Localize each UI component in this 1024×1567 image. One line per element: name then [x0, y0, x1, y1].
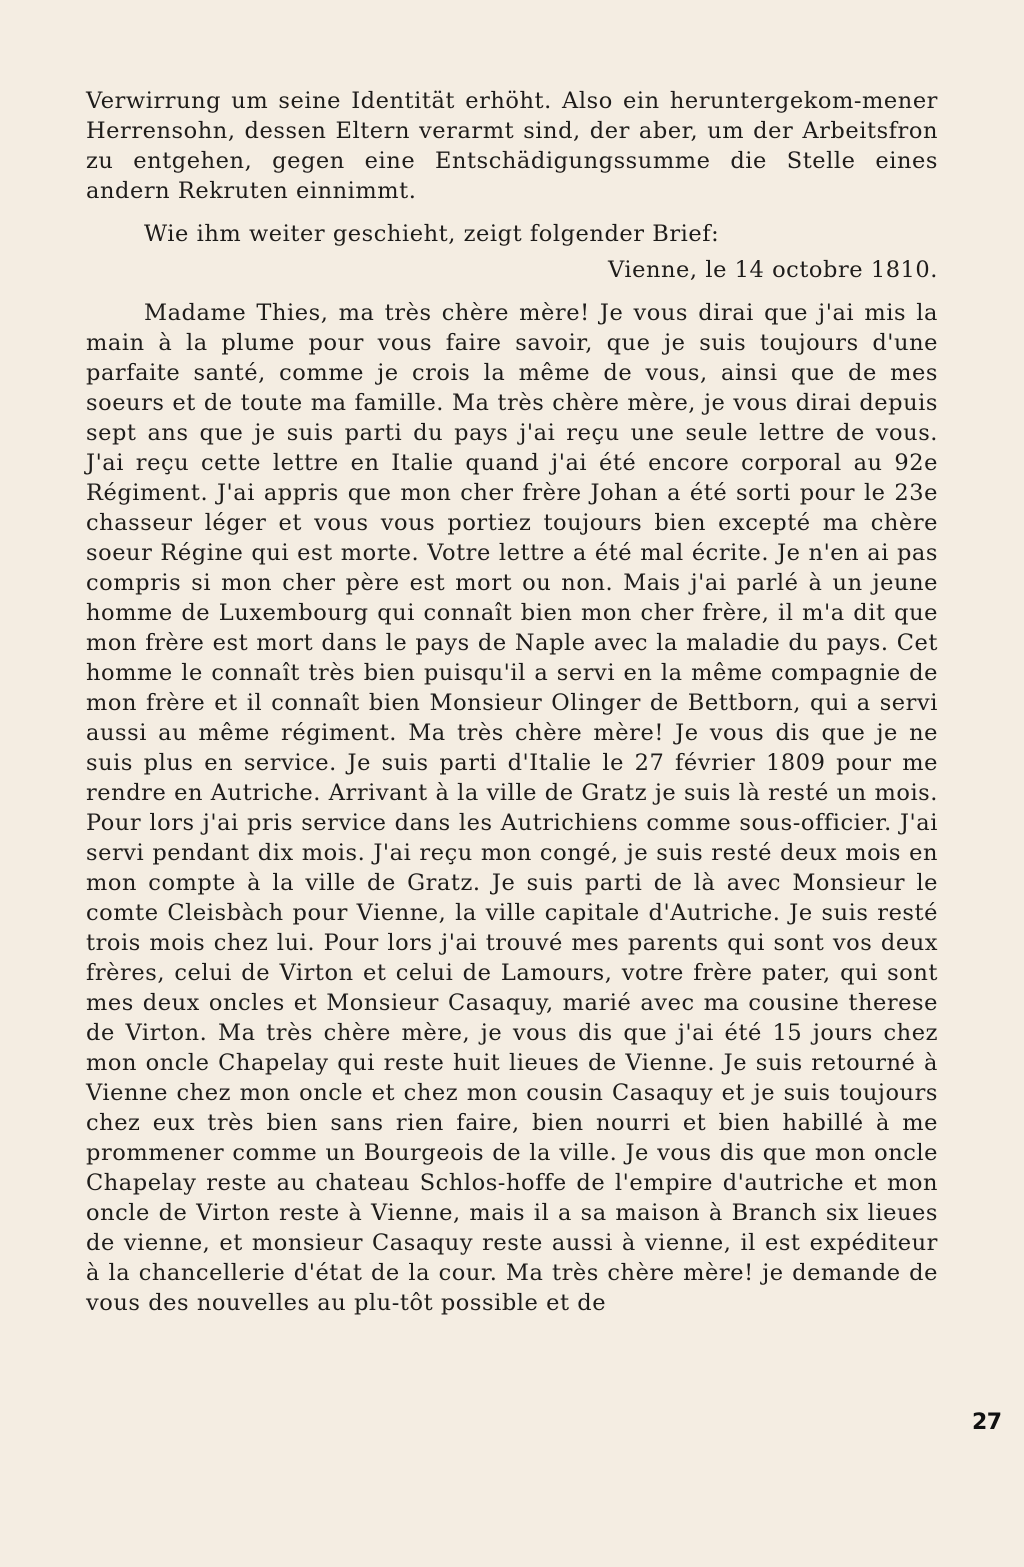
letter-dateline: Vienne, le 14 octobre 1810. [607, 257, 938, 283]
intro-paragraph: Verwirrung um seine Identität erhöht. Also ein heruntergekom-mener Herrensohn, dessen Eltern verarmt sind, der aber, um der Arbeitsfron zu entgehen, gegen eine Entschädigungssumme die Stelle eines andern Rekruten einnimmt. [86, 88, 938, 204]
body-text [86, 86, 938, 1318]
letter-body: Madame Thies, ma très chère mère! Je vous dirai que j'ai mis la main à la plume pour vous faire savoir, que je suis toujours d'une parfaite santé, comme je crois la même de vous, ainsi que de mes soeurs et de toute ma famille. Ma très chère mère, je vous dirai depuis sept ans que je suis parti du pays j'ai reçu une seule lettre de vous. J'ai reçu cette lettre en Italie quand j'ai été encore corporal au 92e Régiment. J'ai appris que mon cher frère Johan a été sorti pour le 23e chasseur léger et vous vous portiez toujours bien excepté ma chère soeur Régine qui est morte. Votre lettre a été mal écrite. Je n'en ai pas compris si mon cher père est mort ou non. Mais j'ai parlé à un jeune homme de Luxembourg qui connaît bien mon cher frère, il m'a dit que mon frère est mort dans le pays de Naple avec la maladie du pays. Cet homme le connaît très bien puisqu'il a servi en la même compagnie de mon frère et il connaît bien Monsieur Olinger de Bettborn, qui a servi aussi au même régiment. Ma très chère mère! Je vous dis que je ne suis plus en service. Je suis parti d'Italie le 27 février 1809 pour me rendre en Autriche. Arrivant à la ville de Gratz je suis là resté un mois. Pour lors j'ai pris service dans les Autrichiens comme sous-officier. J'ai servi pendant dix mois. J'ai reçu mon congé, je suis resté deux mois en mon compte à la ville de Gratz. Je suis parti de là avec Monsieur le comte Cleisbàch pour Vienne, la ville capitale d'Autriche. Je suis resté trois mois chez lui. Pour lors j'ai trouvé mes parents qui sont vos deux frères, celui de Virton et celui de Lamours, votre frère pater, qui sont mes deux oncles et Monsieur Casaquy, marié avec ma cousine therese de Virton. Ma très chère mère, je vous dis que j'ai été 15 jours chez mon oncle Chapelay qui reste huit lieues de Vienne. Je suis retourné à Vienne chez mon oncle et chez mon cousin Casaquy et je suis toujours chez eux très bien sans rien faire, bien nourri et bien habillé à me prommener comme un Bourgeois de la ville. Je vous dis que mon oncle Chapelay reste au chateau Schlos-hoffe de l'empire d'autriche et mon oncle de Virton reste à Vienne, mais il a sa maison à Branch six lieues de vienne, et monsieur Casaquy reste aussi à vienne, il est expéditeur à la chancellerie d'état de la cour. Ma très chère mère! je demande de vous des nouvelles au plu-tôt possible et de [86, 300, 938, 1316]
page-number: 27 [972, 1410, 1002, 1435]
letter-lead-in: Wie ihm weiter geschieht, zeigt folgender Brief: [144, 221, 720, 247]
